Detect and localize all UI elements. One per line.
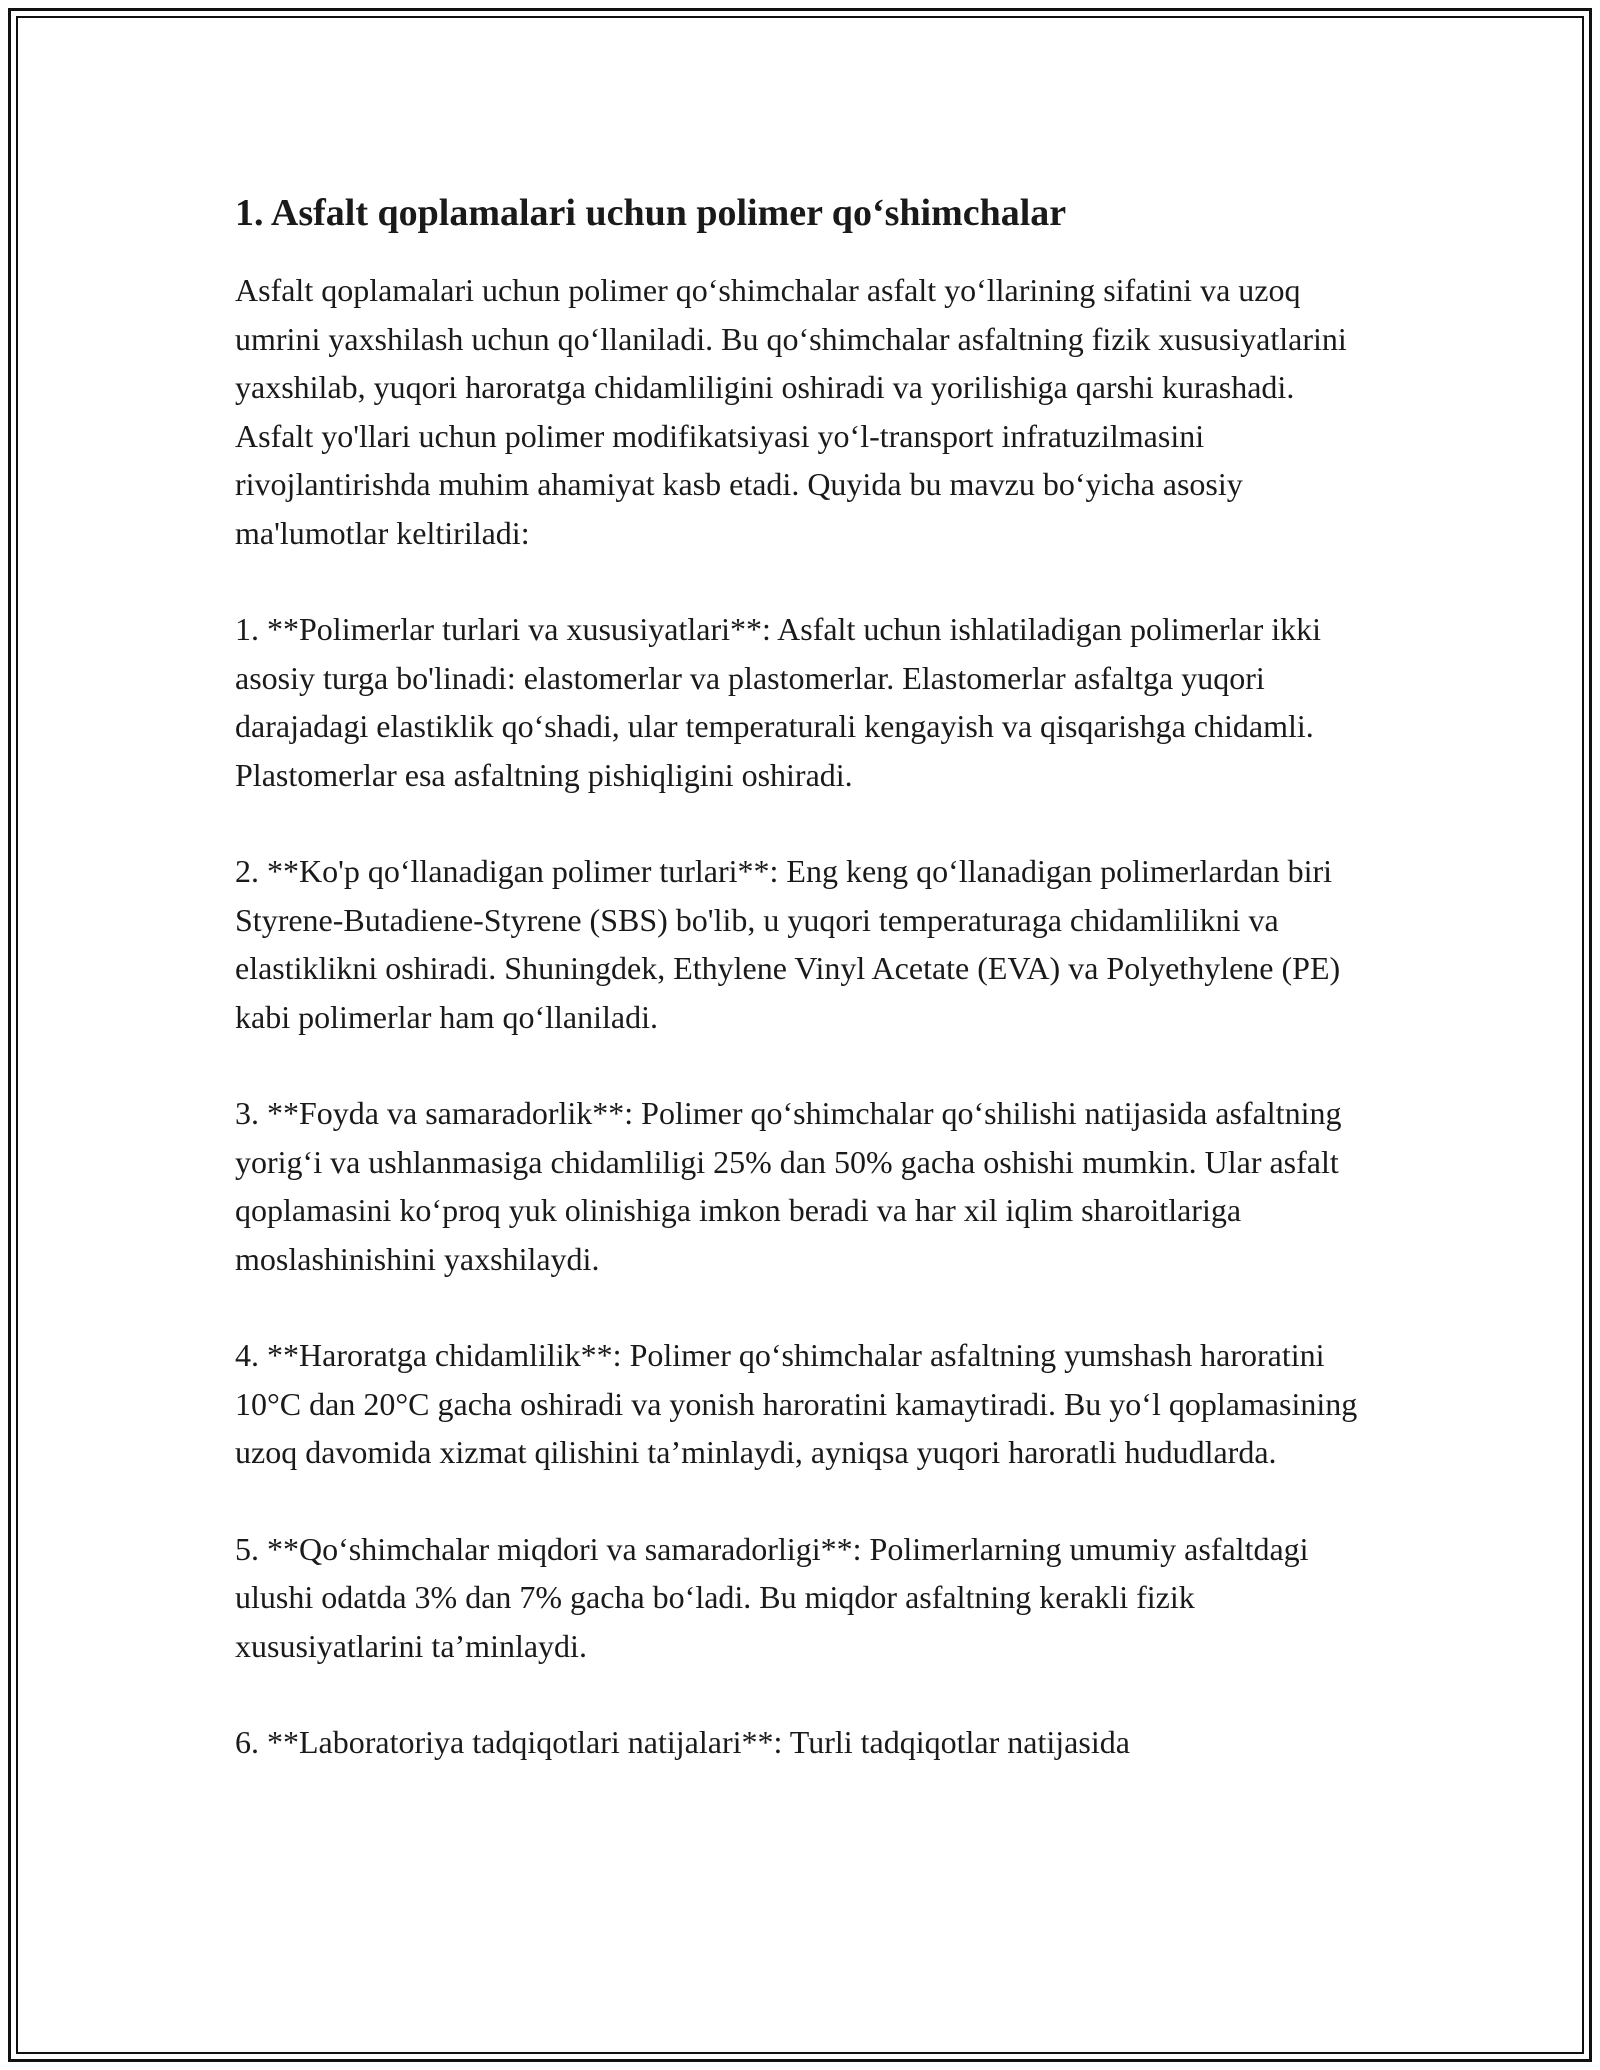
document-body: [235, 188, 1375, 1815]
intro-paragraph: Asfalt qoplamalari uchun polimer qo‘shimchalar asfalt yo‘llarining sifatini va uzoq umrini yaxshilash uchun qo‘llaniladi. Bu qo‘shimchalar asfaltning fizik xususiyatlarini yaxshilab, yuqori haroratga chidamliligini oshiradi va yorilishiga qarshi kurashadi. Asfalt yo'llari uchun polimer modifikatsiyasi yo‘l-transport infratuzilmasini rivojlantirishda muhim ahamiyat kasb etadi. Quyida bu mavzu bo‘yicha asosiy ma'lumotlar keltiriladi:: [235, 272, 1347, 551]
list-item-heat-resistance: 4. **Haroratga chidamlilik**: Polimer qo‘shimchalar asfaltning yumshash haroratini 10°C dan 20°C gacha oshiradi va yonish haroratini kamaytiradi. Bu yo‘l qoplamasining uzoq davomida xizmat qilishini ta’minlaydi, ayniqsa yuqori haroratli hududlarda.: [235, 1337, 1358, 1470]
list-item-common-polymers: 2. **Ko'p qo‘llanadigan polimer turlari**: Eng keng qo‘llanadigan polimerlardan biri Styrene-Butadiene-Styrene (SBS) bo'lib, u yuqori temperaturaga chidamlilikni va elastiklikni oshiradi. Shuningdek, Ethylene Vinyl Acetate (EVA) va Polyethylene (PE) kabi polimerlar ham qo‘llaniladi.: [235, 853, 1341, 1035]
list-item-lab-results: 6. **Laboratoriya tadqiqotlari natijalari**: Turli tadqiqotlar natijasida: [235, 1724, 1130, 1760]
document-title: 1. Asfalt qoplamalari uchun polimer qo‘shimchalar: [235, 192, 1067, 234]
list-item-polymer-types: 1. **Polimerlar turlari va xususiyatlari**: Asfalt uchun ishlatiladigan polimerlar ikki asosiy turga bo'linadi: elastomerlar va plastomerlar. Elastomerlar asfaltga yuqori darajadagi elastiklik qo‘shadi, ular temperaturali kengayish va qisqarishga chidamli. Plastomerlar esa asfaltning pishiqligini oshiradi.: [235, 611, 1321, 793]
list-item-additive-amount: 5. **Qo‘shimchalar miqdori va samaradorligi**: Polimerlarning umumiy asfaltdagi ulushi odatda 3% dan 7% gacha bo‘ladi. Bu miqdor asfaltning kerakli fizik xususiyatlarini ta’minlaydi.: [235, 1530, 1309, 1664]
list-item-benefits: 3. **Foyda va samaradorlik**: Polimer qo‘shimchalar qo‘shilishi natijasida asfaltning yorig‘i va ushlanmasiga chidamliligi 25% dan 50% gacha oshishi mumkin. Ular asfalt qoplamasini ko‘proq yuk olinishiga imkon beradi va har xil iqlim sharoitlariga moslashinishini yaxshilaydi.: [235, 1095, 1342, 1277]
